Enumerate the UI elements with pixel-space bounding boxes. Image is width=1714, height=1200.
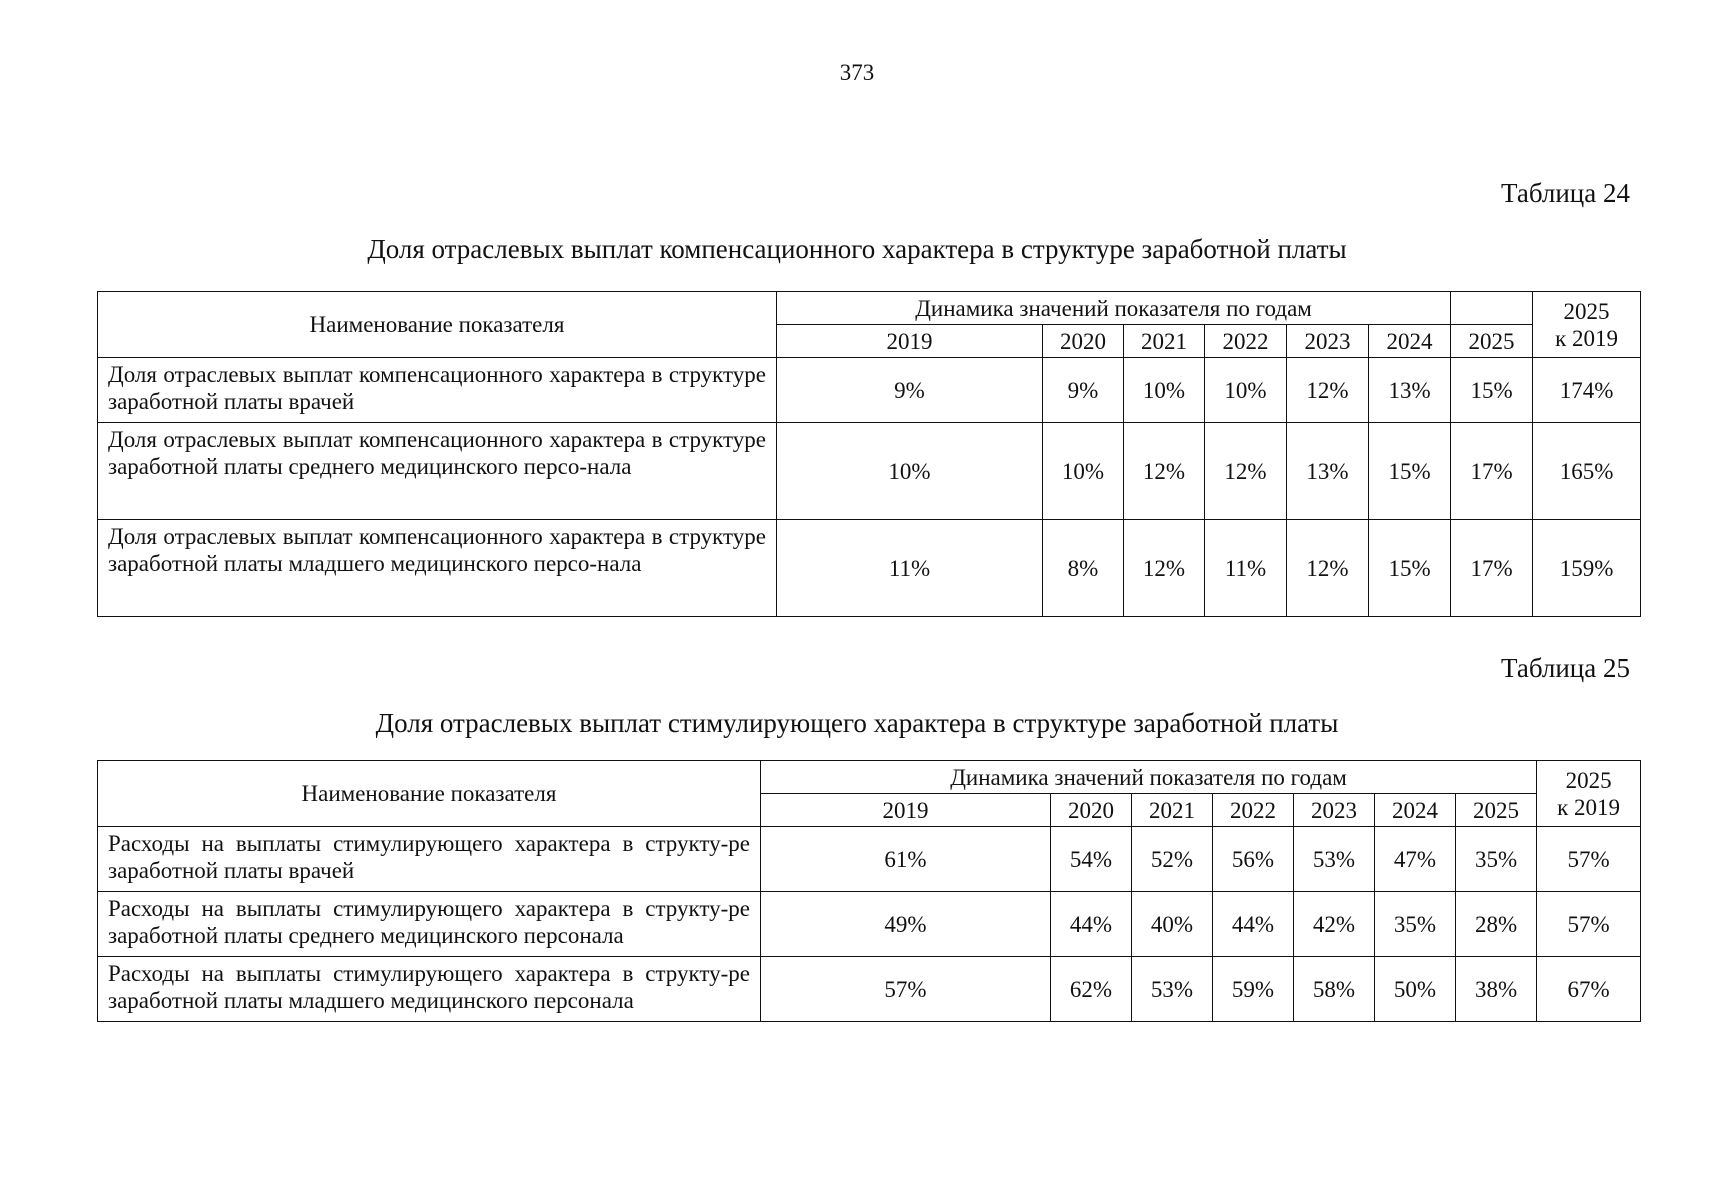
value-cell: 9% [777, 358, 1043, 423]
table-24-year-header: 2022 [1205, 325, 1287, 358]
table-25-year-header: 2021 [1132, 794, 1213, 827]
value-cell: 44% [1213, 892, 1294, 957]
table-25-header-row-1 [98, 761, 1641, 794]
ratio-cell: 57% [1537, 892, 1641, 957]
value-cell: 47% [1375, 827, 1456, 892]
value-cell: 11% [777, 520, 1043, 617]
ratio-cell: 174% [1533, 358, 1641, 423]
value-cell: 40% [1132, 892, 1213, 957]
table-24-header-dynamics: Динамика значений показателя по годам [777, 292, 1451, 325]
table-25-title: Доля отраслевых выплат стимулирующего характера в структуре заработной платы [375, 708, 1339, 738]
value-cell: 10% [777, 423, 1043, 520]
row-label: Расходы на выплаты стимулирующего характера в структу-ре заработной платы младшего медицинского персонала [98, 957, 761, 1022]
value-cell: 57% [761, 957, 1051, 1022]
value-cell: 54% [1051, 827, 1132, 892]
value-cell: 42% [1294, 892, 1375, 957]
table-24-header-row-1 [98, 292, 1641, 325]
table-24-title: Доля отраслевых выплат компенсационного характера в структуре заработной платы [367, 234, 1347, 264]
table-25-header-name: Наименование показателя [98, 761, 761, 827]
table-25-header-dynamics: Динамика значений показателя по годам [761, 761, 1537, 794]
value-cell: 10% [1205, 358, 1287, 423]
table-24-year-header: 2021 [1124, 325, 1205, 358]
table-24-header-ratio-line1: 2025 [1563, 298, 1610, 324]
ratio-cell: 57% [1537, 827, 1641, 892]
ratio-cell: 165% [1533, 423, 1641, 520]
table-row [98, 827, 1641, 892]
table-row [98, 892, 1641, 957]
table-25-year-header: 2023 [1294, 794, 1375, 827]
table-25-header-ratio-line1: 2025 [1565, 767, 1612, 793]
table-25-year-header: 2022 [1213, 794, 1294, 827]
value-cell: 35% [1456, 827, 1537, 892]
table-24-header-name: Наименование показателя [98, 292, 777, 358]
row-label: Доля отраслевых выплат компенсационного характера в структуре заработной платы среднего медицинского персо-нала [98, 423, 777, 520]
table-24-header-ratio [1533, 292, 1641, 358]
value-cell: 11% [1205, 520, 1287, 617]
value-cell: 12% [1124, 423, 1205, 520]
table-24-year-header: 2024 [1369, 325, 1451, 358]
table-row [98, 957, 1641, 1022]
table-25-year-header: 2025 [1456, 794, 1537, 827]
value-cell: 13% [1369, 358, 1451, 423]
value-cell: 17% [1451, 423, 1533, 520]
value-cell: 52% [1132, 827, 1213, 892]
value-cell: 8% [1043, 520, 1124, 617]
table-25-year-header: 2020 [1051, 794, 1132, 827]
table-24-year-header: 2020 [1043, 325, 1124, 358]
row-label: Расходы на выплаты стимулирующего характера в структу-ре заработной платы врачей [98, 827, 761, 892]
value-cell: 35% [1375, 892, 1456, 957]
row-label: Доля отраслевых выплат компенсационного характера в структуре заработной платы врачей [98, 358, 777, 423]
value-cell: 15% [1369, 520, 1451, 617]
table-24 [97, 291, 1641, 617]
value-cell: 59% [1213, 957, 1294, 1022]
table-25-year-header: 2019 [761, 794, 1051, 827]
table-24-header-blank [1451, 292, 1533, 325]
table-24-year-header: 2019 [777, 325, 1043, 358]
table-24-caption: Таблица 24 [1501, 178, 1630, 208]
value-cell: 13% [1287, 423, 1369, 520]
value-cell: 12% [1124, 520, 1205, 617]
value-cell: 56% [1213, 827, 1294, 892]
table-24-year-header: 2023 [1287, 325, 1369, 358]
table-row [98, 520, 1641, 617]
value-cell: 10% [1124, 358, 1205, 423]
value-cell: 49% [761, 892, 1051, 957]
value-cell: 10% [1043, 423, 1124, 520]
table-24-header-ratio-line2: к 2019 [1555, 325, 1619, 351]
page-number: 373 [839, 60, 875, 85]
value-cell: 50% [1375, 957, 1456, 1022]
value-cell: 12% [1287, 520, 1369, 617]
value-cell: 62% [1051, 957, 1132, 1022]
table-25-header-ratio [1537, 761, 1641, 827]
value-cell: 12% [1287, 358, 1369, 423]
value-cell: 53% [1132, 957, 1213, 1022]
value-cell: 28% [1456, 892, 1537, 957]
table-25-header-ratio-line2: к 2019 [1557, 794, 1621, 820]
table-24-year-header: 2025 [1451, 325, 1533, 358]
value-cell: 15% [1451, 358, 1533, 423]
table-25 [97, 760, 1641, 1022]
row-label: Доля отраслевых выплат компенсационного характера в структуре заработной платы младшего медицинского персо-нала [98, 520, 777, 617]
value-cell: 61% [761, 827, 1051, 892]
table-25-year-header: 2024 [1375, 794, 1456, 827]
ratio-cell: 159% [1533, 520, 1641, 617]
value-cell: 44% [1051, 892, 1132, 957]
value-cell: 38% [1456, 957, 1537, 1022]
value-cell: 9% [1043, 358, 1124, 423]
table-25-caption: Таблица 25 [1501, 653, 1630, 683]
value-cell: 58% [1294, 957, 1375, 1022]
ratio-cell: 67% [1537, 957, 1641, 1022]
value-cell: 12% [1205, 423, 1287, 520]
table-row [98, 358, 1641, 423]
value-cell: 17% [1451, 520, 1533, 617]
value-cell: 15% [1369, 423, 1451, 520]
value-cell: 53% [1294, 827, 1375, 892]
table-row [98, 423, 1641, 520]
row-label: Расходы на выплаты стимулирующего характера в структу-ре заработной платы среднего медицинского персонала [98, 892, 761, 957]
